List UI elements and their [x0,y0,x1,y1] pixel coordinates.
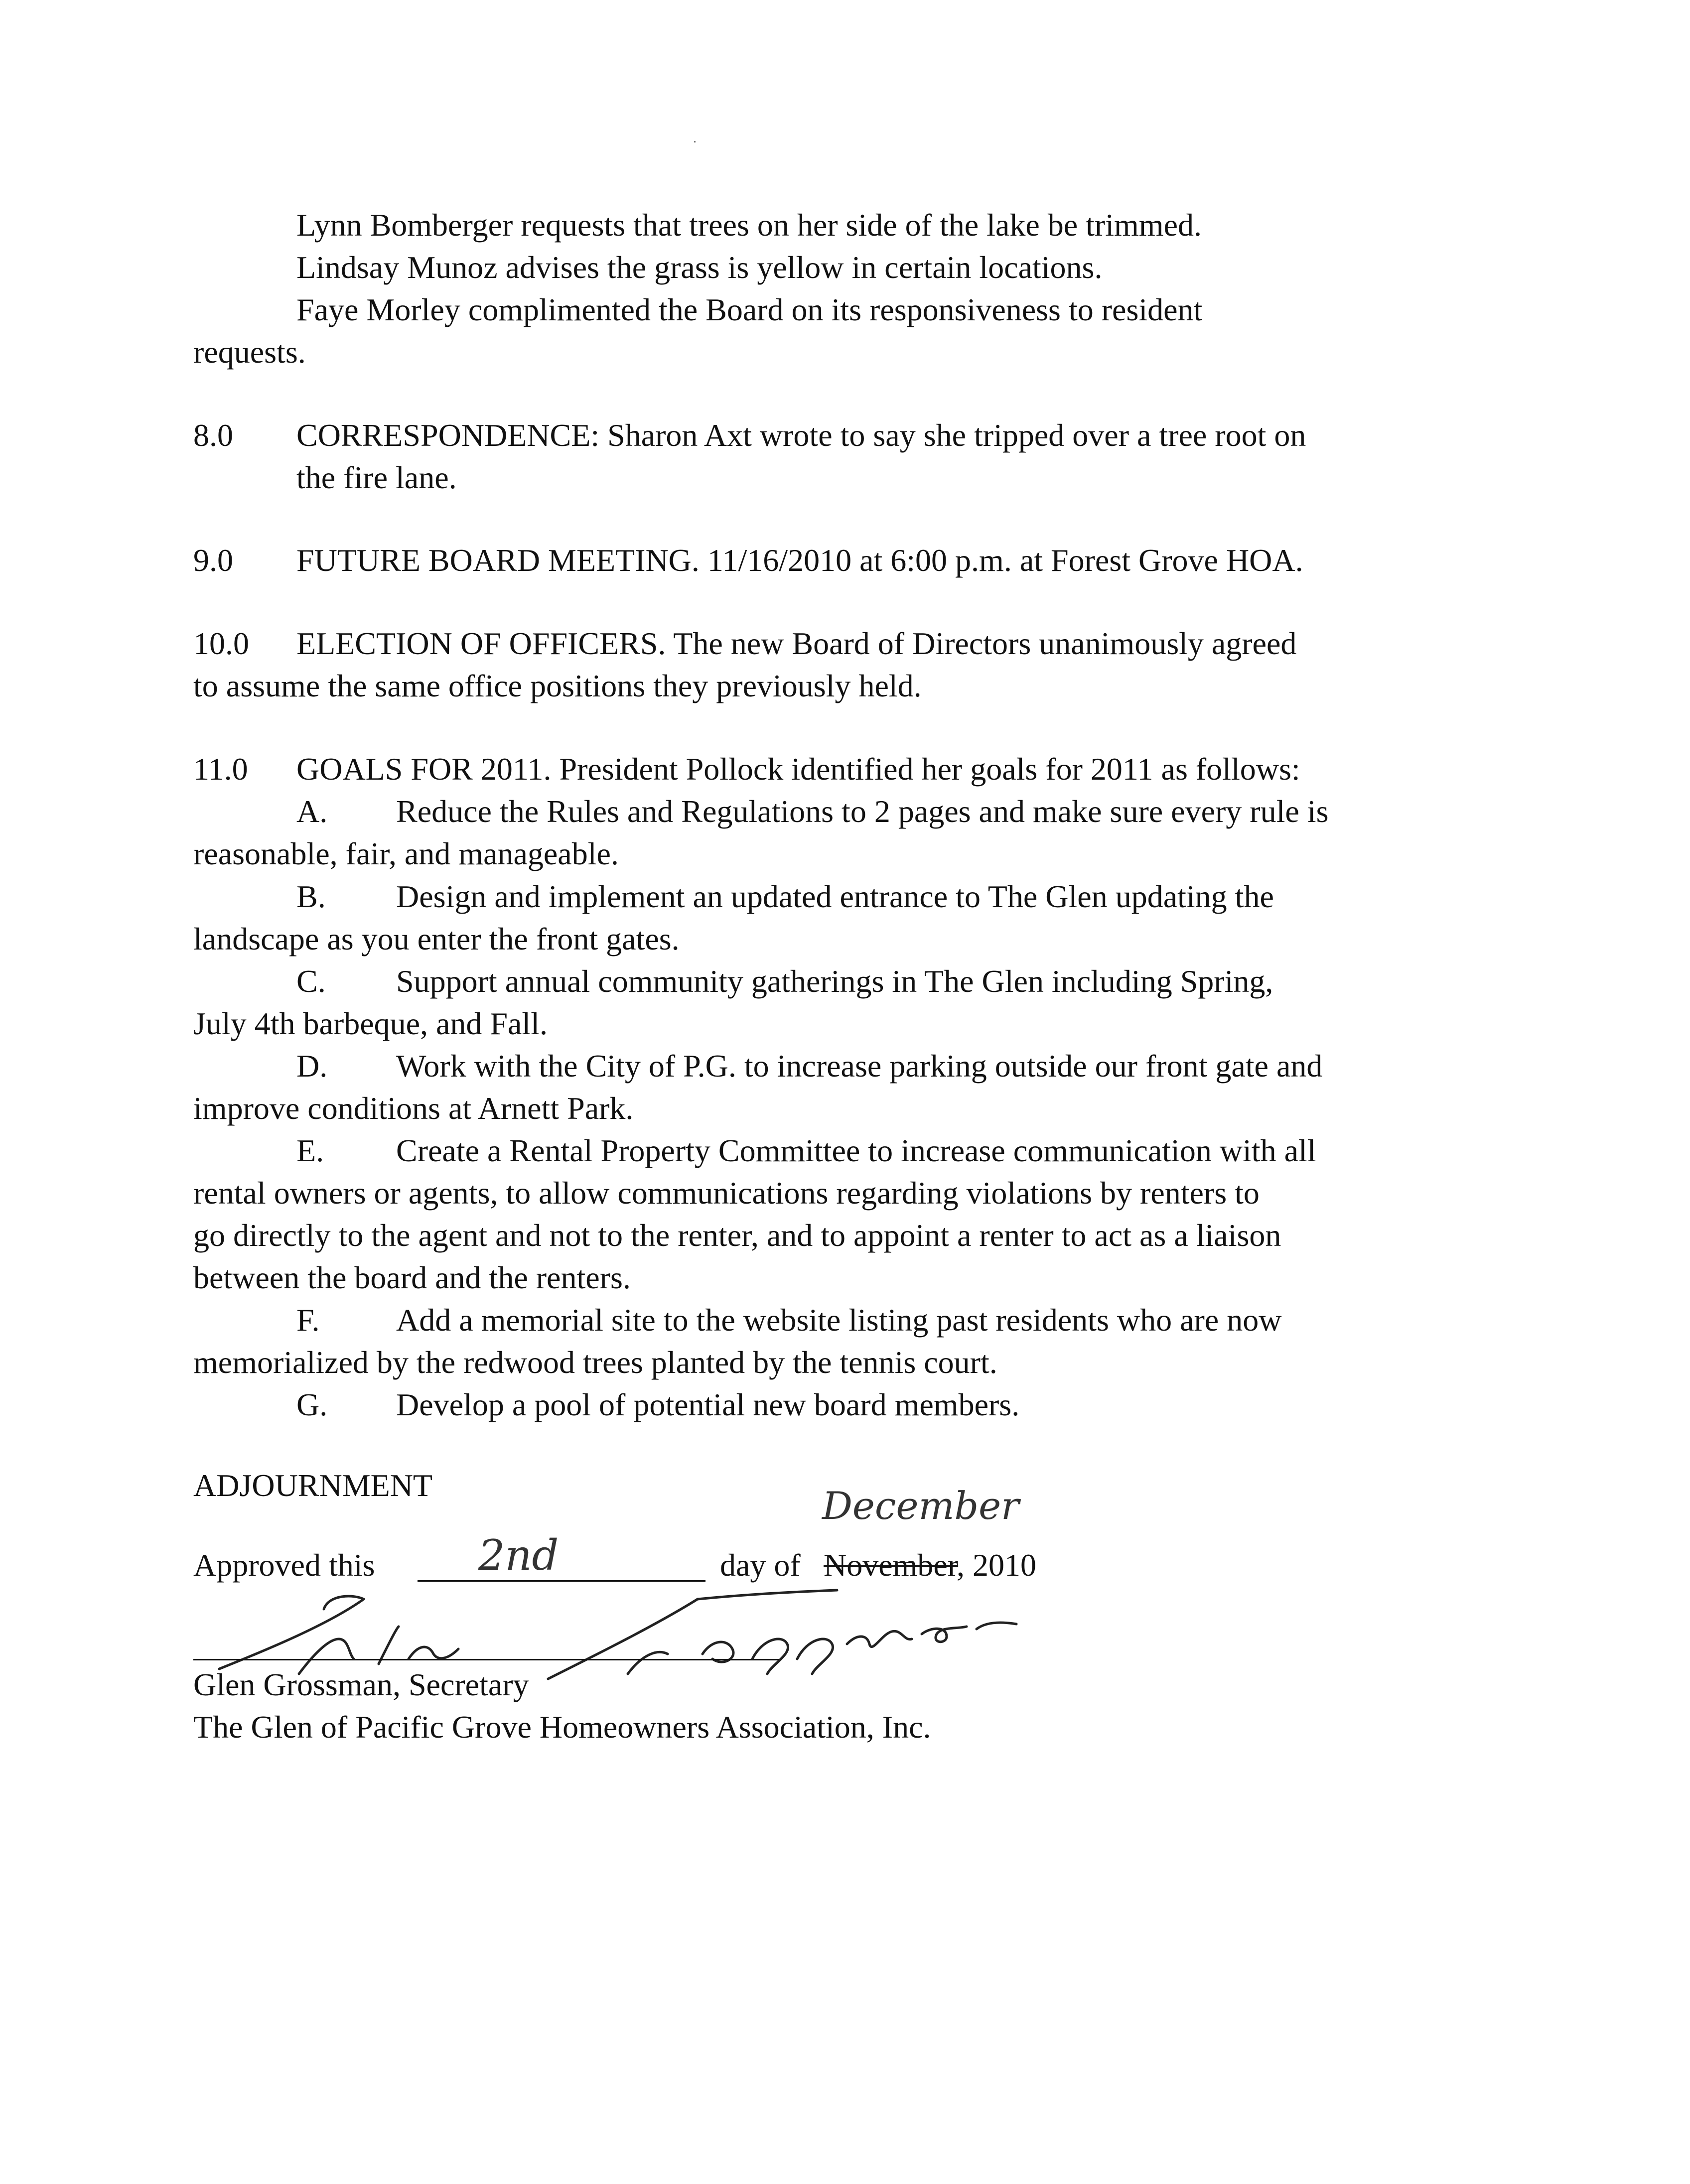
goal-letter: G. [296,1387,328,1422]
goal-text-cont: improve conditions at Arnett Park. [193,1091,634,1126]
remark-morley-cont: requests. [193,334,306,370]
struck-month: November [824,1547,959,1583]
goal-text-cont: landscape as you enter the front gates. [193,921,680,956]
scan-speck [694,141,696,142]
goal-text: Add a memorial site to the website listing past residents who are now [396,1302,1282,1338]
goal-text: Create a Rental Property Committee to increase communication with all [396,1133,1316,1168]
section-11-text: GOALS FOR 2011. President Pollock identified her goals for 2011 as follows: [296,751,1300,787]
day-of-label: day of [720,1547,801,1583]
approved-prefix: Approved this [193,1547,375,1583]
section-10-text-cont: to assume the same office positions they previously held. [193,668,922,703]
adjournment-heading: ADJOURNMENT [193,1468,432,1503]
goal-text: Support annual community gatherings in The Glen including Spring, [396,963,1273,999]
goal-text-cont: between the board and the renters. [193,1260,631,1295]
signer-name: Glen Grossman, Secretary [193,1667,529,1702]
goal-text: Reduce the Rules and Regulations to 2 pages and make sure every rule is [396,794,1329,829]
year-suffix: , 2010 [957,1547,1036,1583]
organization-name: The Glen of Pacific Grove Homeowners Association, Inc. [193,1709,931,1745]
goal-text-cont: reasonable, fair, and manageable. [193,836,619,871]
remark-bomberger: Lynn Bomberger requests that trees on her side of the lake be trimmed. [296,207,1202,243]
section-9-text: FUTURE BOARD MEETING. 11/16/2010 at 6:00 p.m. at Forest Grove HOA. [296,543,1303,578]
handwritten-day: 2nd [478,1531,559,1580]
handwritten-month: December [822,1484,1019,1528]
goal-letter: F. [296,1302,320,1338]
goal-letter: D. [296,1048,328,1084]
signature-line [193,1659,779,1660]
section-8-number: 8.0 [193,417,233,453]
goal-letter: B. [296,879,326,914]
section-11-number: 11.0 [193,751,248,787]
goal-letter: A. [296,794,328,829]
goal-text-cont: memorialized by the redwood trees planted by the tennis court. [193,1345,997,1380]
section-10-text: ELECTION OF OFFICERS. The new Board of Directors unanimously agreed [296,626,1297,661]
goal-text: Design and implement an updated entrance to The Glen updating the [396,879,1274,914]
goal-text: Work with the City of P.G. to increase parking outside our front gate and [396,1048,1323,1084]
goal-letter: E. [296,1133,324,1168]
section-8-text-cont: the fire lane. [296,460,457,495]
goal-text-cont: rental owners or agents, to allow communications regarding violations by renters to [193,1175,1260,1211]
goal-text-cont: July 4th barbeque, and Fall. [193,1006,548,1041]
goal-letter: C. [296,963,326,999]
section-8-text: CORRESPONDENCE: Sharon Axt wrote to say she tripped over a tree root on [296,417,1306,453]
remark-morley: Faye Morley complimented the Board on its responsiveness to resident [296,292,1203,327]
remark-munoz: Lindsay Munoz advises the grass is yellow in certain locations. [296,250,1103,285]
goal-text-cont: go directly to the agent and not to the renter, and to appoint a renter to act as a liaison [193,1218,1281,1253]
goal-text: Develop a pool of potential new board members. [396,1387,1020,1422]
section-10-number: 10.0 [193,626,249,661]
section-9-number: 9.0 [193,543,233,578]
